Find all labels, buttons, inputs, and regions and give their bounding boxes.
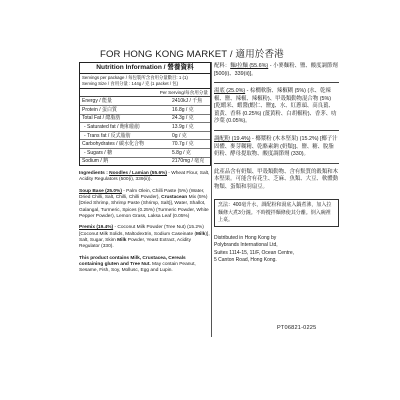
zh-premix-name: 調配粉 (19.4%)	[214, 135, 251, 142]
nutrition-panel	[79, 62, 211, 166]
nutrient-name: - Sugars / 糖	[84, 149, 113, 156]
nutrition-row	[80, 123, 210, 132]
nutrient-name: Protein / 蛋白質	[82, 106, 118, 113]
premix-milk-2: Milk	[117, 238, 127, 244]
nutrient-name: Sodium / 鈉	[82, 158, 109, 165]
nutrition-row	[80, 149, 210, 158]
nutrition-row	[80, 115, 210, 124]
ingredients-soup-zh	[214, 83, 339, 131]
nutrition-rows	[80, 97, 210, 165]
nutrition-row	[80, 132, 210, 141]
zh-noodles-text: - 小麥麵粉、鹽、酸度調節劑 [500(i)、339(ii)]。	[214, 63, 338, 77]
nutrient-value: 0g / 克	[172, 132, 187, 139]
noodles-name: Noodles / Lamian (55.6%)	[109, 171, 167, 177]
distributor-line-1: Distributed in Hong Kong by	[214, 235, 277, 242]
product-code: PT06821-0225	[277, 325, 317, 331]
servings-per-package: Servings per package / 每包裝所含食用分量數目: 1 (1)	[82, 75, 188, 81]
premix-milk: Milk	[196, 231, 206, 237]
nutrition-row	[80, 158, 210, 166]
distributor-info	[214, 235, 339, 264]
nutrition-heading: Nutrition Information / 營養資料	[80, 63, 210, 74]
nutrient-name: Carbohydrates / 碳水化合物	[82, 141, 144, 148]
ingredients-premix-zh	[214, 131, 339, 164]
allergen-en	[79, 256, 211, 275]
premix-name: Premix (19.4%)	[79, 225, 114, 231]
serving-size: Serving Size / 食用分量 : 144g / 克 (1 packet / 包)	[82, 80, 179, 86]
nutrient-value: 24.3g / 克	[172, 115, 194, 122]
per-serving-header: Per Serving/每食用分量	[80, 89, 210, 98]
nutrient-value: 16.8g / 克	[172, 106, 194, 113]
distributor-line-2: Polybrands International Ltd,	[214, 242, 278, 249]
nutrient-name: Energy / 能量	[82, 98, 113, 105]
nutrient-name: - Trans fat / 反式脂肪	[84, 132, 131, 139]
ingredients-noodles-en: Ingredients : Noodles / Lamian (55.6%) - Wheat Flour, Salt, Acidity Regulators (500(i), 339(ii)).	[79, 171, 210, 183]
ingredients-noodles-zh	[214, 62, 339, 83]
ingredients-label: Ingredients	[79, 171, 105, 177]
zh-noodles-name: 麵/拉麵 (55.6%)	[230, 63, 269, 69]
nutrient-name: Total Fat / 總脂肪	[82, 115, 121, 122]
zh-soup-text: - 棕櫚軟脂、辣椒糊 (5%) (水、乾辣椒、鹽、辣椒、辣椒粉)、甲殼類動物混合物 (5%) [乾蝦米、蝦醬(蝦仁、鹽)]、水、紅蔥頭、高良薑、薑黃、香料 (0.25%) (薑黃粉、白胡椒粉)、香茅、叻沙葉 (0.05%)。	[214, 88, 337, 125]
serving-info	[80, 74, 210, 88]
zh-soup-name: 湯底 (25.0%)	[214, 88, 246, 95]
ingredients-soup-en	[79, 189, 211, 221]
nutrient-value: 2170mg / 毫克	[172, 158, 205, 165]
nutrient-name: - Saturated fat / 飽和脂肪	[84, 123, 140, 130]
cooking-method: 烹法：400毫升水，調配粉和湯底入鍋煮沸，加入拉麵條大煮3分鐘。不時攪拌麵條使其分離。倒入碗裡上桌。	[214, 199, 339, 227]
soup-name: Soup Base (25.0%)	[79, 188, 122, 194]
nutrient-value: 2410kJ / 千焦	[172, 98, 203, 105]
left-column	[79, 62, 211, 275]
premix-text-1: - Coconut Milk Powder (Tree Nut) (15.2%) [Coconut Milk Solids, Maltodextrin, Sodium Caseinate (	[79, 225, 204, 237]
zh-premix-text: - 椰漿粉 (木本堅果) (15.2%) [椰子汁固體、麥芽糊精、乾酪素鈉 (奶類)]、鹽、糖、脫脂奶粉、酵母提取物、酸度調節劑 (330)。	[214, 135, 338, 158]
noodles-text: - Wheat Flour, Salt, Acidity Regulators (500(i), 339(ii)).	[79, 171, 210, 183]
allergen-text: May contain Peanut, Sesame, Fish, Soy, Mollusc, Egg and Lupin.	[79, 262, 196, 274]
soup-crustacean: Crustacean	[161, 195, 188, 201]
nutrient-value: 70.7g / 克	[172, 141, 194, 148]
allergen-zh: 此產品含有奶類、甲殼類動物、含有麩質的穀類和木本堅果。可能含有花生、芝麻、魚類、大豆、軟體動物類、蛋類和羽扇豆。	[214, 168, 338, 190]
premix-text-3: Powder, Yeast Extract, Acidity Regulator (330).	[79, 238, 191, 250]
allergen-bold: This product contains Milk, Crustacea, Cereals containing gluten and Tree Nut.	[79, 255, 186, 268]
nutrition-row	[80, 106, 210, 115]
nutrition-row	[80, 140, 210, 149]
right-column	[211, 62, 339, 264]
distributor-line-3: Suites 1114-15, 11/F, Ocean Centre,	[214, 249, 295, 256]
distributor-line-4: 5 Canton Road, Hong Kong.	[214, 256, 277, 263]
market-title: FOR HONG KONG MARKET / 適用於香港	[100, 49, 284, 60]
ingredients-premix-en	[79, 225, 211, 250]
nutrient-value: 5.8g / 克	[172, 149, 191, 156]
zh-ingredients-label: 配料：	[214, 63, 231, 69]
premix-text-2: )], Salt, Sugar, Skim	[79, 231, 210, 244]
nutrition-row	[80, 97, 210, 106]
soup-text-1: - Palm Olein, Chilli Paste (5%) (Water, Dried Chilli, Salt, Chilli, Chilli Powder),	[79, 188, 205, 201]
soup-text-2: Mix (5%) [Dried Shrimp, Shrimp Paste (Shrimp, Salt)], Water, Shallot, Galangal, Turmeric, Spices (0.25%) (Turmeric Powder, White Pepper Powder), Lemon Grass, Laksa Leaf (0.05%)	[79, 195, 209, 220]
nutrient-value: 13.9g / 克	[172, 123, 194, 130]
